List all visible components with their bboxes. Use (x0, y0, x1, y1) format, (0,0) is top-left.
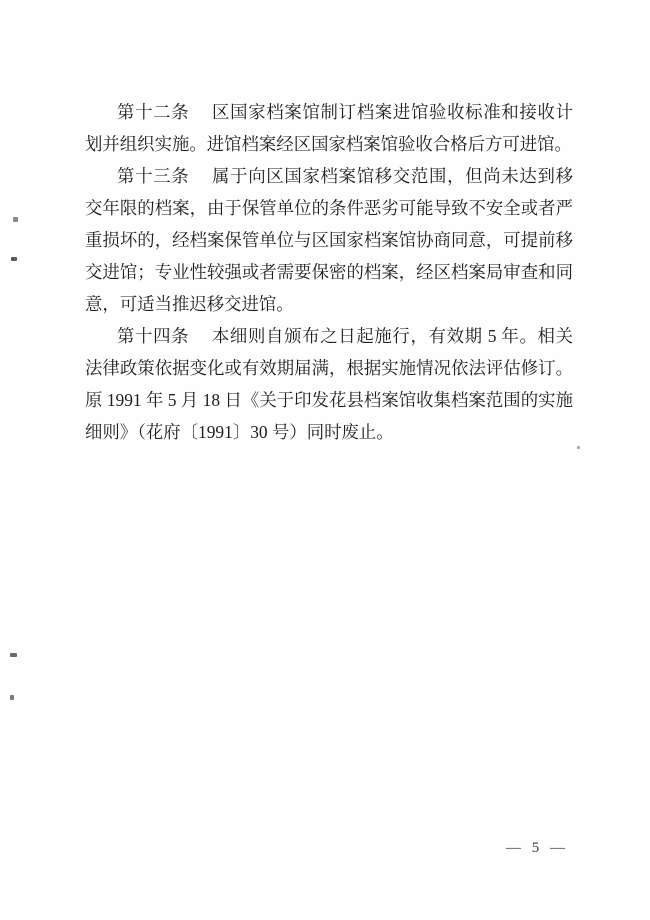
article-12-text: 区国家档案馆制订档案进馆验收标准和接收计划并组织实施。进馆档案经区国家档案馆验收合格后方可进馆。 (85, 102, 573, 154)
article-gap (189, 341, 211, 342)
article-14-text: 本细则自颁布之日起施行，有效期 5 年。相关法律政策依据变化或有效期届满，根据实施情况依法评估修订。原 1991 年 5 月 18 日《关于印发花县档案馆收集档案范围的实施细则》（花府〔1991〕30 号）同时废止。 (85, 326, 573, 442)
page-number: — 5 — (506, 840, 567, 856)
article-13-number: 第十三条 (117, 166, 190, 186)
paragraph-article-12 (85, 96, 573, 160)
article-14-number: 第十四条 (117, 326, 190, 346)
page-footer (506, 840, 576, 857)
paragraph-article-13 (85, 160, 573, 320)
article-12-number: 第十二条 (117, 102, 190, 122)
scan-speck (577, 446, 580, 449)
paragraph-article-14 (85, 320, 573, 448)
article-gap (189, 181, 211, 182)
article-13-text: 属于向区国家档案馆移交范围，但尚未达到移交年限的档案，由于保管单位的条件恶劣可能导致不安全或者严重损坏的，经档案保管单位与区国家档案馆协商同意，可提前移交进馆；专业性较强或者需要保密的档案，经区档案局审查和同意，可适当推迟移交进馆。 (85, 166, 573, 314)
article-gap (189, 117, 211, 118)
scan-speck (10, 695, 14, 700)
scan-speck (11, 257, 17, 261)
document-body (85, 96, 573, 448)
scan-speck (13, 217, 18, 222)
scan-speck (10, 653, 17, 657)
